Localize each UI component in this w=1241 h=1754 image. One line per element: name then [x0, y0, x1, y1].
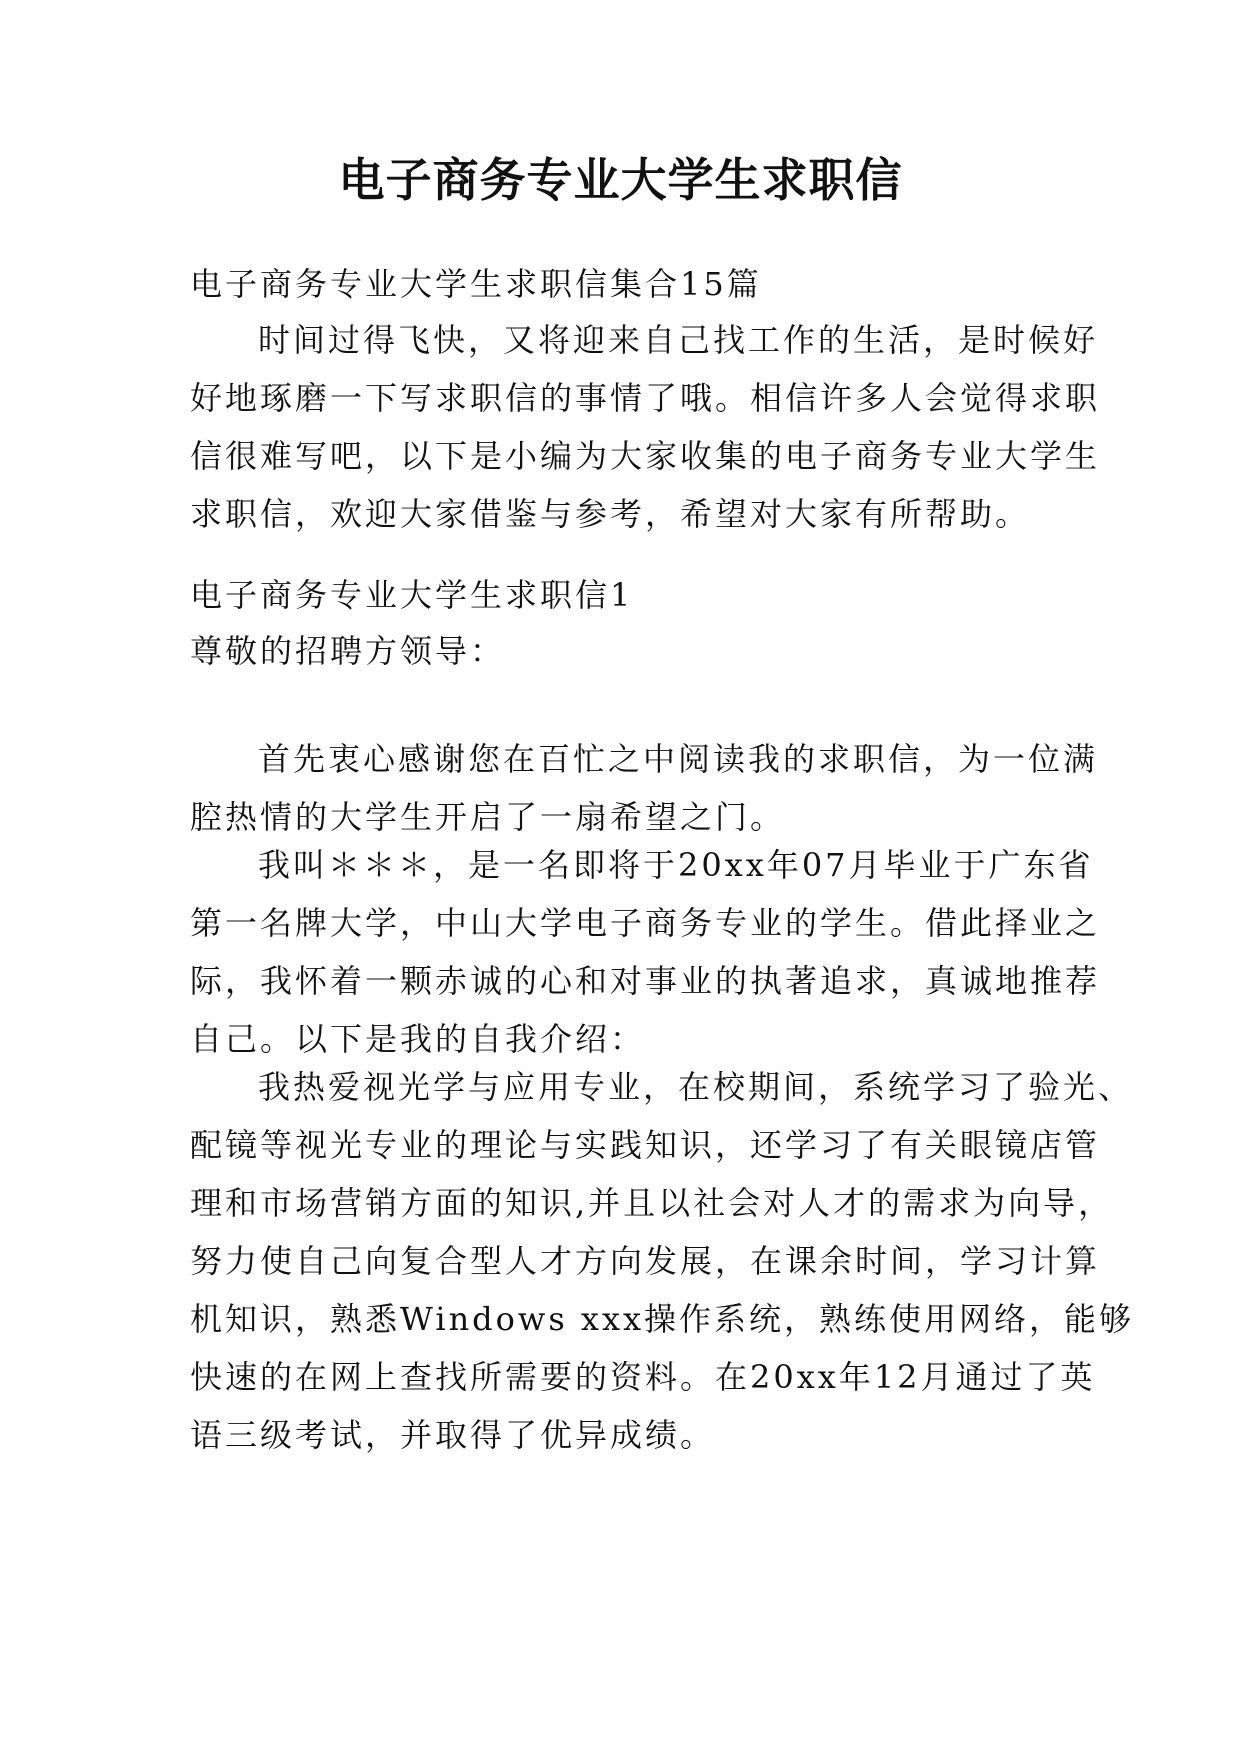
text-line: 理和市场营销方面的知识,并且以社会对人才的需求为向导， — [190, 1184, 1114, 1222]
paragraph-thanks — [190, 730, 1099, 846]
text-line: 自己。以下是我的自我介绍： — [190, 1020, 646, 1058]
text-line: 快速的在网上查找所需要的资料。在20xx年12月通过了英 — [190, 1358, 1096, 1396]
document-subtitle — [190, 255, 1055, 313]
salutation-line: 尊敬的招聘方领导： — [190, 632, 506, 670]
document-title: 电子商务专业大学生求职信 — [338, 153, 903, 207]
text-line: 机知识，熟悉Windows xxx操作系统，熟练使用网络，能够 — [190, 1300, 1135, 1338]
section-heading — [190, 566, 1055, 624]
text-line: 际，我怀着一颗赤诚的心和对事业的执著追求，真诚地推荐 — [190, 962, 1101, 1000]
section-heading-line: 电子商务专业大学生求职信1 — [190, 576, 634, 614]
text-line: 时间过得飞快，又将迎来自己找工作的生活，是时候好 — [258, 321, 1099, 359]
text-line: 好地琢磨一下写求职信的事情了哦。相信许多人会觉得求职 — [190, 379, 1101, 417]
text-line: 信很难写吧，以下是小编为大家收集的电子商务专业大学生 — [190, 437, 1101, 475]
salutation — [190, 622, 1055, 680]
text-line: 我热爱视光学与应用专业，在校期间，系统学习了验光、 — [258, 1068, 1134, 1106]
text-line: 第一名牌大学，中山大学电子商务专业的学生。借此择业之 — [190, 904, 1101, 942]
paragraph-skills — [190, 1058, 1135, 1464]
text-line: 语三级考试，并取得了优异成绩。 — [190, 1416, 716, 1454]
text-line: 配镜等视光专业的理论与实践知识，还学习了有关眼镜店管 — [190, 1126, 1101, 1164]
intro-paragraph — [190, 311, 1101, 543]
subtitle-line: 电子商务专业大学生求职信集合15篇 — [190, 265, 762, 303]
text-line: 首先衷心感谢您在百忙之中阅读我的求职信，为一位满 — [258, 740, 1099, 778]
text-line: 我叫＊＊＊，是一名即将于20xx年07月毕业于广东省 — [258, 846, 1094, 884]
text-line: 努力使自己向复合型人才方向发展，在课余时间，学习计算 — [190, 1242, 1101, 1280]
text-line: 腔热情的大学生开启了一扇希望之门。 — [190, 798, 786, 836]
text-line: 求职信，欢迎大家借鉴与参考，希望对大家有所帮助。 — [190, 495, 1031, 533]
paragraph-introduction — [190, 836, 1101, 1068]
